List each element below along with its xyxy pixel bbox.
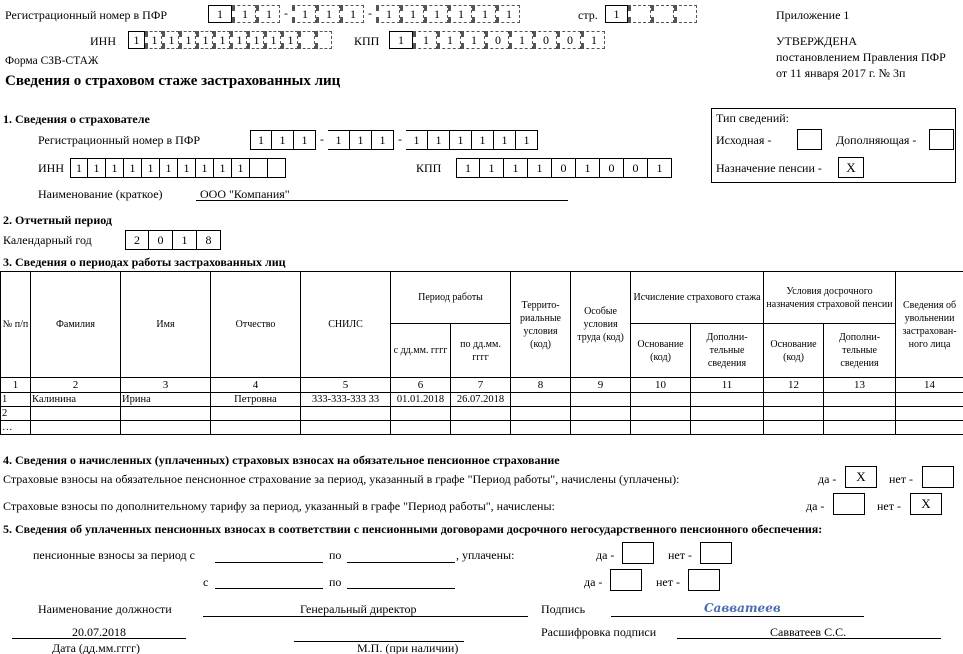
s5-paid-label: , уплачены: <box>456 548 515 562</box>
digit-cell[interactable]: 1 <box>88 158 106 178</box>
info-type-additional-checkbox[interactable] <box>929 129 954 150</box>
section-1-heading: 1. Сведения о страхователе <box>3 112 150 126</box>
th-ins-basis: Основание (код) <box>631 324 691 378</box>
form-name: Форма СЗВ-СТАЖ <box>5 55 99 67</box>
decode-underline <box>677 638 941 639</box>
digit-cell[interactable]: 0 <box>533 31 557 49</box>
digit-cell[interactable]: 1 <box>428 130 450 150</box>
s4-line1-yes-checkbox[interactable]: X <box>845 466 877 488</box>
s5-to-input-2[interactable] <box>347 588 455 589</box>
digit-cell[interactable]: 1 <box>196 31 213 49</box>
digit-cell[interactable]: 1 <box>213 31 230 49</box>
digit-cell[interactable]: 1 <box>124 158 142 178</box>
digit-cell[interactable]: 1 <box>372 130 394 150</box>
section-3-heading: 3. Сведения о периодах работы застрахованных лиц <box>3 255 286 269</box>
digit-cell[interactable]: 1 <box>450 130 472 150</box>
s4-line2-yes-checkbox[interactable] <box>833 493 865 515</box>
digit-cell[interactable]: 1 <box>437 31 461 49</box>
digit-cell[interactable]: 1 <box>106 158 124 178</box>
digit-cell[interactable]: 1 <box>413 31 437 49</box>
header-kpp-label: КПП <box>354 34 380 48</box>
digit-cell[interactable]: 0 <box>557 31 581 49</box>
decode-value[interactable]: Савватеев С.С. <box>770 625 847 639</box>
digit-cell[interactable]: 2 <box>125 230 149 250</box>
table-row <box>1 407 963 421</box>
info-type-initial-checkbox[interactable] <box>797 129 822 150</box>
digit-cell[interactable]: 1 <box>214 158 232 178</box>
table-cell[interactable] <box>511 393 571 407</box>
digit-cell[interactable]: 1 <box>576 158 600 178</box>
s4-line2-yes-label: да - <box>806 499 825 513</box>
table-cell[interactable] <box>511 421 571 435</box>
table-cell: … <box>1 421 31 435</box>
digit-cell[interactable]: 1 <box>494 130 516 150</box>
digit-cell[interactable]: 1 <box>70 158 88 178</box>
column-number: 2 <box>31 378 121 393</box>
s5-yes-checkbox-2[interactable] <box>610 569 642 591</box>
s1-inn-field[interactable] <box>70 158 286 178</box>
digit-cell[interactable]: 1 <box>424 5 448 23</box>
table-cell[interactable] <box>451 407 511 421</box>
th-num: № п/п <box>1 272 31 378</box>
table-cell[interactable] <box>824 407 896 421</box>
digit-cell[interactable]: 1 <box>264 31 281 49</box>
column-number: 14 <box>896 378 963 393</box>
th-dismissal: Сведения об увольнении застрахован- ного лица <box>896 272 963 378</box>
s1-kpp-label: КПП <box>416 161 442 175</box>
column-number: 8 <box>511 378 571 393</box>
column-number: 5 <box>301 378 391 393</box>
digit-cell[interactable]: 1 <box>648 158 672 178</box>
digit-cell[interactable]: 1 <box>294 130 316 150</box>
info-type-title: Тип сведений: <box>716 111 789 125</box>
digit-cell[interactable]: 1 <box>496 5 520 23</box>
digit-cell[interactable]: 1 <box>230 31 247 49</box>
column-number: 12 <box>764 378 824 393</box>
th-period-to: по дд.мм. гггг <box>451 324 511 378</box>
table-cell[interactable] <box>31 407 121 421</box>
date-label: Дата (дд.мм.гггг) <box>52 641 140 654</box>
s5-yes-label-2: да - <box>584 575 603 589</box>
digit-cell[interactable]: 1 <box>456 158 480 178</box>
table-cell[interactable]: 01.01.2018 <box>391 393 451 407</box>
column-number: 9 <box>571 378 631 393</box>
table-cell[interactable] <box>31 421 121 435</box>
header-inn-field[interactable] <box>128 31 332 49</box>
digit-cell[interactable]: 1 <box>472 130 494 150</box>
digit-cell[interactable]: 1 <box>179 31 196 49</box>
s4-line1-yes-label: да - <box>818 472 837 486</box>
table-cell[interactable] <box>691 407 764 421</box>
digit-cell[interactable]: 1 <box>128 31 145 49</box>
table-cell[interactable] <box>631 421 691 435</box>
position-label: Наименование должности <box>38 602 172 616</box>
s1-reg-number-field[interactable] <box>250 130 538 150</box>
digit-cell[interactable] <box>674 5 697 23</box>
digit-cell[interactable]: 1 <box>232 5 256 23</box>
table-cell[interactable] <box>896 393 963 407</box>
position-value[interactable]: Генеральный директор <box>300 602 417 616</box>
table-cell[interactable] <box>691 421 764 435</box>
s4-line2-text: Страховые взносы по дополнительному тарифу за период, указанный в графе "Период работы", начислены: <box>3 499 555 513</box>
digit-cell[interactable] <box>315 31 332 49</box>
section-5-heading: 5. Сведения об уплаченных пенсионных взносах в соответствии с пенсионными договорами досрочного негосударственного пенсионного обеспечения: <box>3 522 823 536</box>
table-cell[interactable] <box>511 407 571 421</box>
signature-label: Подпись <box>541 602 586 616</box>
column-number: 7 <box>451 378 511 393</box>
digit-cell[interactable]: 1 <box>250 130 272 150</box>
digit-cell[interactable]: 1 <box>160 158 178 178</box>
s5-no-label-2: нет - <box>656 575 680 589</box>
digit-cell[interactable]: 1 <box>448 5 472 23</box>
digit-cell[interactable]: 1 <box>145 31 162 49</box>
table-cell[interactable] <box>211 421 301 435</box>
table-cell[interactable] <box>896 407 963 421</box>
table-cell: 2 <box>1 407 31 421</box>
info-type-initial-label: Исходная - <box>716 133 772 147</box>
digit-cell[interactable]: 1 <box>400 5 424 23</box>
digit-cell[interactable]: 0 <box>485 31 509 49</box>
column-number: 6 <box>391 378 451 393</box>
digit-cell[interactable]: 0 <box>624 158 648 178</box>
s5-to-label-1: по <box>329 548 342 562</box>
column-number: 13 <box>824 378 896 393</box>
digit-cell[interactable]: 1 <box>162 31 179 49</box>
header-reg-number-field[interactable] <box>208 5 520 23</box>
info-type-additional-label: Дополняющая - <box>836 133 917 147</box>
s5-to-label-2: по <box>329 575 342 589</box>
digit-cell[interactable]: 1 <box>247 31 264 49</box>
dash-separator: - <box>368 6 372 20</box>
dash-separator: - <box>398 132 402 146</box>
s5-yes-checkbox-1[interactable] <box>622 542 654 564</box>
s5-no-label-1: нет - <box>668 548 692 562</box>
decode-label: Расшифровка подписи <box>541 625 657 639</box>
column-number: 1 <box>1 378 31 393</box>
s1-kpp-field[interactable] <box>456 158 672 178</box>
page-title: Сведения о страховом стаже застрахованных лиц <box>5 73 341 89</box>
section-4-heading: 4. Сведения о начисленных (уплаченных) страховых взносах на обязательное пенсионное страхование <box>3 453 560 467</box>
th-insurance: Исчисление страхового стажа <box>631 272 764 324</box>
digit-cell[interactable]: 1 <box>528 158 552 178</box>
th-territorial: Террито- риальные условия (код) <box>511 272 571 378</box>
work-periods-table <box>0 271 963 435</box>
digit-cell[interactable] <box>268 158 286 178</box>
table-cell: 1 <box>1 393 31 407</box>
table-cell[interactable] <box>391 407 451 421</box>
th-surname: Фамилия <box>31 272 121 378</box>
column-number: 11 <box>691 378 764 393</box>
digit-cell[interactable]: 1 <box>328 130 350 150</box>
digit-cell[interactable]: 1 <box>281 31 298 49</box>
date-value[interactable]: 20.07.2018 <box>72 625 126 639</box>
digit-cell[interactable]: 1 <box>389 31 413 49</box>
s4-line2-no-label: нет - <box>877 499 901 513</box>
dash-separator: - <box>284 6 288 20</box>
digit-cell[interactable]: 1 <box>173 230 197 250</box>
digit-cell[interactable]: 1 <box>472 5 496 23</box>
s1-reg-label: Регистрационный номер в ПФР <box>38 133 200 147</box>
th-patronymic: Отчество <box>211 272 301 378</box>
th-ins-extra: Дополни- тельные сведения <box>691 324 764 378</box>
table-cell[interactable] <box>824 421 896 435</box>
th-special: Особые условия труда (код) <box>571 272 631 378</box>
s5-no-checkbox-1[interactable] <box>700 542 732 564</box>
s4-line2-no-checkbox[interactable]: X <box>910 493 942 515</box>
column-number: 3 <box>121 378 211 393</box>
digit-cell[interactable]: 1 <box>256 5 280 23</box>
table-cell[interactable] <box>824 393 896 407</box>
dash-separator: - <box>320 132 324 146</box>
signature-value[interactable]: Савватеев <box>704 601 781 615</box>
th-period-from: с дд.мм. гггг <box>391 324 451 378</box>
approved-date: от 11 января 2017 г. № 3п <box>776 66 906 80</box>
table-cell[interactable] <box>391 421 451 435</box>
table-cell[interactable] <box>121 421 211 435</box>
info-type-pension-checkbox[interactable]: X <box>838 157 864 178</box>
table-cell[interactable] <box>121 407 211 421</box>
table-cell[interactable] <box>631 393 691 407</box>
s5-from-input-2[interactable] <box>215 588 323 589</box>
table-cell[interactable] <box>764 421 824 435</box>
s4-line1-no-label: нет - <box>889 472 913 486</box>
approved-label: УТВЕРЖДЕНА <box>776 34 858 48</box>
digit-cell[interactable]: 1 <box>196 158 214 178</box>
s4-line1-no-checkbox[interactable] <box>922 466 954 488</box>
table-cell[interactable] <box>301 407 391 421</box>
table-cell[interactable] <box>764 393 824 407</box>
digit-cell[interactable]: 1 <box>292 5 316 23</box>
digit-cell[interactable]: 0 <box>149 230 173 250</box>
approved-by: постановлением Правления ПФР <box>776 50 946 64</box>
digit-cell[interactable]: 8 <box>197 230 221 250</box>
header-page-label: стр. <box>578 8 598 22</box>
header-page-field[interactable] <box>605 5 697 23</box>
digit-cell[interactable]: 1 <box>605 5 628 23</box>
digit-cell[interactable]: 1 <box>350 130 372 150</box>
s5-from-label-2: с <box>203 575 209 589</box>
table-cell[interactable] <box>571 421 631 435</box>
digit-cell[interactable]: 1 <box>516 130 538 150</box>
table-cell[interactable]: Калинина <box>31 393 121 407</box>
table-cell[interactable]: Петровна <box>211 393 301 407</box>
table-cell[interactable]: 26.07.2018 <box>451 393 511 407</box>
column-number: 10 <box>631 378 691 393</box>
date-underline <box>12 638 186 639</box>
table-row <box>1 393 963 407</box>
digit-cell[interactable] <box>651 5 674 23</box>
digit-cell[interactable]: 1 <box>340 5 364 23</box>
digit-cell[interactable] <box>628 5 651 23</box>
info-type-pension-label: Назначение пенсии - <box>716 161 822 175</box>
digit-cell[interactable]: 1 <box>142 158 160 178</box>
s4-line1-text: Страховые взносы на обязательное пенсионное страхование за период, указанный в графе "Период работы", начислены (уплачены): <box>3 472 680 486</box>
position-underline <box>203 616 528 617</box>
th-snils: СНИЛС <box>301 272 391 378</box>
digit-cell[interactable]: 1 <box>178 158 196 178</box>
s1-name-underline <box>196 200 568 201</box>
digit-cell[interactable]: 0 <box>600 158 624 178</box>
column-number: 4 <box>211 378 301 393</box>
digit-cell[interactable]: 1 <box>316 5 340 23</box>
table-cell[interactable]: 333-333-333 33 <box>301 393 391 407</box>
s5-from-input-1[interactable] <box>215 562 323 563</box>
digit-cell[interactable]: 1 <box>480 158 504 178</box>
header-inn-label: ИНН <box>90 34 116 48</box>
table-cell[interactable] <box>451 421 511 435</box>
s2-year-label: Календарный год <box>3 233 92 247</box>
appendix-label: Приложение 1 <box>776 8 850 22</box>
table-cell[interactable] <box>571 407 631 421</box>
th-name: Имя <box>121 272 211 378</box>
digit-cell[interactable]: 1 <box>461 31 485 49</box>
digit-cell[interactable]: 1 <box>581 31 605 49</box>
section-2-heading: 2. Отчетный период <box>3 213 112 227</box>
th-early-extra: Дополни- тельные сведения <box>824 324 896 378</box>
table-cell[interactable] <box>896 421 963 435</box>
header-reg-label: Регистрационный номер в ПФР <box>5 8 167 22</box>
table-cell[interactable] <box>211 407 301 421</box>
s1-inn-label: ИНН <box>38 161 64 175</box>
s5-no-checkbox-2[interactable] <box>688 569 720 591</box>
header-kpp-field[interactable] <box>389 31 605 49</box>
stamp-underline <box>294 641 464 642</box>
th-early: Условия досрочного назначения страховой пенсии <box>764 272 896 324</box>
table-cell[interactable] <box>764 407 824 421</box>
digit-cell[interactable]: 1 <box>504 158 528 178</box>
s2-year-field[interactable] <box>125 230 221 250</box>
digit-cell[interactable] <box>298 31 315 49</box>
s1-name-label: Наименование (краткое) <box>38 187 163 201</box>
digit-cell[interactable]: 1 <box>406 130 428 150</box>
digit-cell[interactable]: 1 <box>272 130 294 150</box>
digit-cell[interactable] <box>250 158 268 178</box>
th-period: Период работы <box>391 272 511 324</box>
table-cell[interactable] <box>631 407 691 421</box>
s5-yes-label-1: да - <box>596 548 615 562</box>
digit-cell[interactable]: 0 <box>552 158 576 178</box>
s5-period-label: пенсионные взносы за период с <box>33 548 195 562</box>
digit-cell[interactable]: 1 <box>509 31 533 49</box>
signature-underline <box>611 616 864 617</box>
table-cell[interactable] <box>301 421 391 435</box>
table-cell[interactable]: Ирина <box>121 393 211 407</box>
s1-name-value[interactable]: ООО "Компания" <box>200 187 290 201</box>
table-row <box>1 421 963 435</box>
digit-cell[interactable]: 1 <box>376 5 400 23</box>
digit-cell[interactable]: 1 <box>208 5 232 23</box>
th-early-basis: Основание (код) <box>764 324 824 378</box>
stamp-label: М.П. (при наличии) <box>357 641 459 654</box>
digit-cell[interactable]: 1 <box>232 158 250 178</box>
table-cell[interactable] <box>571 393 631 407</box>
s5-to-input-1[interactable] <box>347 562 455 563</box>
table-cell[interactable] <box>691 393 764 407</box>
